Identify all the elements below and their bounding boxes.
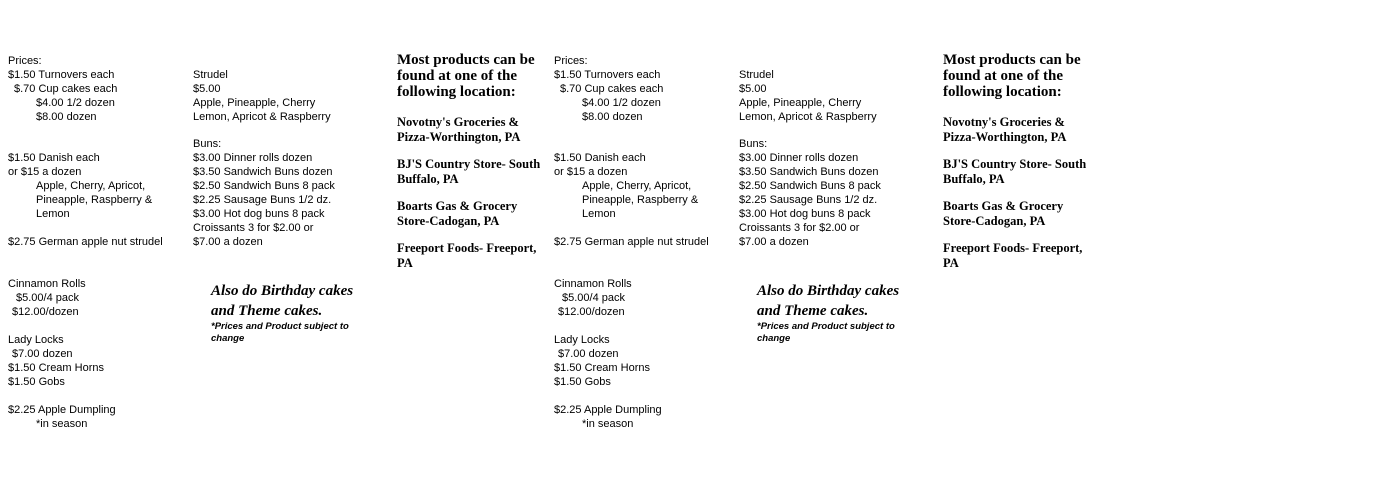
cinnamon-line: Cinnamon Rolls [8,278,86,290]
german-strudel-line: $2.75 German apple nut strudel [554,236,709,248]
strudel-line: Strudel [739,69,774,81]
locations-heading-line: Most products can be [397,52,535,68]
price-line: $.70 Cup cakes each [14,83,118,95]
strudel-line: $5.00 [739,83,767,95]
flyer-copy-2 [554,0,1114,500]
lady-locks-line: $1.50 Cream Horns [8,362,104,374]
cinnamon-line: $5.00/4 pack [16,292,79,304]
danish-line: or $15 a dozen [8,166,82,178]
prices-block [554,54,739,124]
german-strudel-block [554,235,739,249]
location-line: Novotny's Groceries & [943,115,1065,129]
apple-dumpling-line: $2.25 Apple Dumpling [554,404,662,416]
price-line: $.70 Cup cakes each [560,83,664,95]
price-line: $4.00 1/2 dozen [36,97,115,109]
location-line: PA [397,256,413,270]
price-line: $1.50 Turnovers each [8,69,115,81]
danish-line: Pineapple, Raspberry & [36,194,153,206]
location-line: BJ'S Country Store- South [943,157,1087,171]
danish-line: Apple, Cherry, Apricot, [36,180,146,192]
locations-column [943,0,1114,500]
locations-heading-line: following location: [397,84,516,100]
buns-line: $7.00 a dozen [193,236,263,248]
birthday-note-line: Also do Birthday cakes [757,283,900,299]
lady-locks-line: Lady Locks [554,334,610,346]
location-entry [943,157,1114,187]
cinnamon-block [8,277,193,319]
buns-line: $3.00 Hot dog buns 8 pack [739,208,871,220]
lady-locks-line: $1.50 Gobs [554,376,611,388]
fine-print-line: change [211,333,245,344]
buns-line: Croissants 3 for $2.00 or [193,222,314,234]
strudel-block [193,68,398,124]
locations-heading-line: found at one of the [397,68,518,84]
birthday-note-line: Also do Birthday cakes [211,283,354,299]
location-line: BJ'S Country Store- South [397,157,541,171]
birthday-note-block [757,281,944,321]
cinnamon-line: Cinnamon Rolls [554,278,632,290]
lady-locks-line: Lady Locks [8,334,64,346]
buns-line: $3.50 Sandwich Buns dozen [193,166,333,178]
birthday-note-line: and Theme cakes. [211,303,323,319]
location-entry [397,241,568,271]
buns-line: $2.50 Sandwich Buns 8 pack [193,180,335,192]
locations-heading [397,52,568,100]
location-line: Freeport Foods- Freeport, [943,241,1083,255]
prices-block [8,54,193,124]
fine-print-block [211,321,398,345]
price-line: $1.50 Turnovers each [554,69,661,81]
location-entry [397,115,568,145]
location-line: Pizza-Worthington, PA [397,130,521,144]
danish-line: Lemon [36,208,70,220]
locations-column [397,0,568,500]
fine-print-line: change [757,333,791,344]
location-line: PA [943,256,959,270]
buns-line: $3.00 Dinner rolls dozen [739,152,859,164]
apple-dumpling-line: *in season [36,418,88,430]
lady-locks-line: $1.50 Gobs [8,376,65,388]
strudel-buns-column [193,0,398,500]
locations-heading [943,52,1114,100]
location-entry [397,199,568,229]
location-entry [943,199,1114,229]
apple-dumpling-block [554,403,739,431]
location-entry [943,241,1114,271]
buns-line: $2.50 Sandwich Buns 8 pack [739,180,881,192]
birthday-note-block [211,281,398,321]
price-line: $8.00 dozen [36,111,97,123]
german-strudel-block [8,235,193,249]
cinnamon-block [554,277,739,319]
locations-heading-line: Most products can be [943,52,1081,68]
strudel-buns-column [739,0,944,500]
prices-column [8,0,193,500]
buns-block [193,137,398,249]
lady-locks-block [8,333,193,389]
lady-locks-line: $7.00 dozen [12,348,73,360]
danish-block [8,151,193,221]
german-strudel-line: $2.75 German apple nut strudel [8,236,163,248]
strudel-line: Apple, Pineapple, Cherry [739,97,862,109]
strudel-block [739,68,944,124]
strudel-line: $5.00 [193,83,221,95]
buns-line: Buns: [193,138,222,150]
strudel-line: Lemon, Apricot & Raspberry [739,111,877,123]
location-line: Store-Cadogan, PA [943,214,1046,228]
buns-line: $3.00 Hot dog buns 8 pack [193,208,325,220]
location-line: Boarts Gas & Grocery [943,199,1064,213]
location-line: Buffalo, PA [943,172,1005,186]
location-line: Buffalo, PA [397,172,459,186]
buns-line: $3.50 Sandwich Buns dozen [739,166,879,178]
location-line: Boarts Gas & Grocery [397,199,518,213]
danish-line: Pineapple, Raspberry & [582,194,699,206]
prices-heading: Prices: [554,55,588,67]
location-entry [397,157,568,187]
location-line: Store-Cadogan, PA [397,214,500,228]
danish-line: Apple, Cherry, Apricot, [582,180,692,192]
lady-locks-line: $7.00 dozen [558,348,619,360]
danish-block [554,151,739,221]
buns-line: $2.25 Sausage Buns 1/2 dz. [193,194,332,206]
birthday-note-line: and Theme cakes. [757,303,869,319]
prices-heading: Prices: [8,55,42,67]
danish-line: or $15 a dozen [554,166,628,178]
location-line: Freeport Foods- Freeport, [397,241,537,255]
location-entry [943,115,1114,145]
fine-print-line: *Prices and Product subject to [211,321,349,332]
danish-line: $1.50 Danish each [554,152,646,164]
strudel-line: Apple, Pineapple, Cherry [193,97,316,109]
price-line: $8.00 dozen [582,111,643,123]
locations-heading-line: following location: [943,84,1062,100]
price-line: $4.00 1/2 dozen [582,97,661,109]
lady-locks-block [554,333,739,389]
location-line: Novotny's Groceries & [397,115,519,129]
strudel-line: Strudel [193,69,228,81]
apple-dumpling-line: $2.25 Apple Dumpling [8,404,116,416]
cinnamon-line: $12.00/dozen [558,306,625,318]
buns-line: $3.00 Dinner rolls dozen [193,152,313,164]
flyer-copy-1 [8,0,568,500]
locations-heading-line: found at one of the [943,68,1064,84]
cinnamon-line: $5.00/4 pack [562,292,625,304]
danish-line: Lemon [582,208,616,220]
apple-dumpling-block [8,403,193,431]
apple-dumpling-line: *in season [582,418,634,430]
buns-line: Buns: [739,138,768,150]
cinnamon-line: $12.00/dozen [12,306,79,318]
buns-line: $7.00 a dozen [739,236,809,248]
buns-block [739,137,944,249]
fine-print-block [757,321,944,345]
prices-column [554,0,739,500]
fine-print-line: *Prices and Product subject to [757,321,895,332]
strudel-line: Lemon, Apricot & Raspberry [193,111,331,123]
buns-line: $2.25 Sausage Buns 1/2 dz. [739,194,878,206]
lady-locks-line: $1.50 Cream Horns [554,362,650,374]
danish-line: $1.50 Danish each [8,152,100,164]
location-line: Pizza-Worthington, PA [943,130,1067,144]
buns-line: Croissants 3 for $2.00 or [739,222,860,234]
